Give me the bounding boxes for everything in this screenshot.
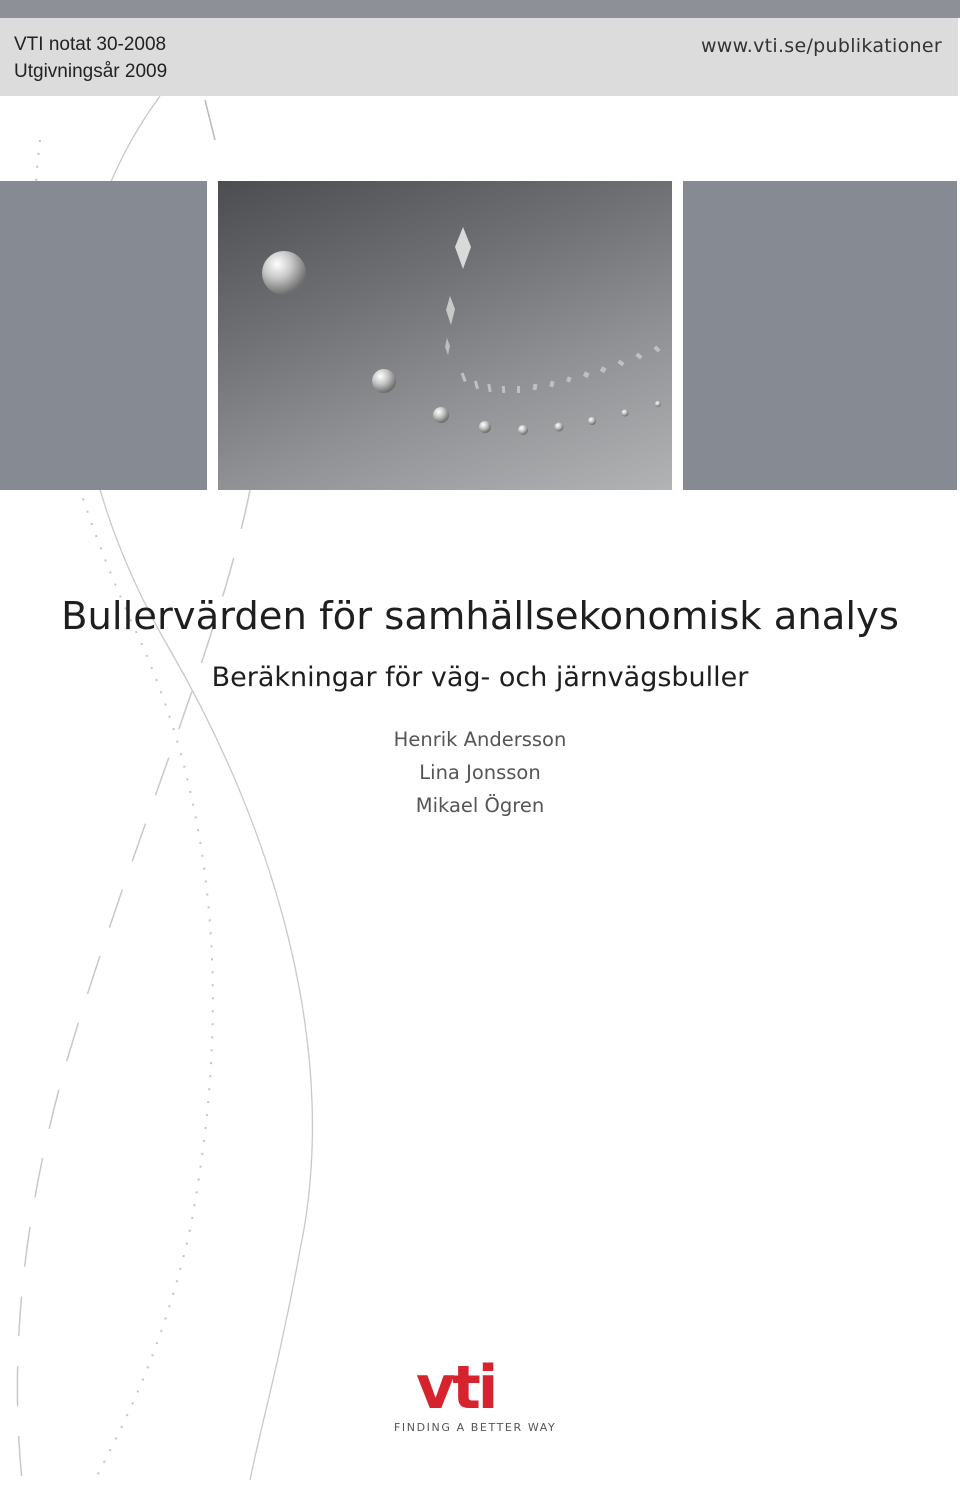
- author-name: Lina Jonsson: [419, 761, 541, 784]
- logo-tagline: FINDING A BETTER WAY: [394, 1421, 557, 1434]
- sphere: [555, 423, 564, 432]
- sphere: [622, 410, 629, 417]
- gray-panel-right: [683, 181, 957, 490]
- report-year: Utgivningsår 2009: [14, 61, 168, 82]
- diamond: [455, 227, 471, 269]
- sphere: [433, 407, 449, 423]
- gray-panel-left: [0, 181, 207, 490]
- sphere: [518, 425, 528, 435]
- dash-trail: [461, 345, 661, 393]
- sphere: [479, 421, 491, 433]
- diamond: [445, 338, 450, 355]
- sphere: [655, 401, 661, 407]
- author-name: Henrik Andersson: [393, 728, 567, 751]
- document-title: Bullervärden för samhällsekonomisk analys: [61, 594, 899, 639]
- sphere: [588, 417, 596, 425]
- sphere: [262, 251, 306, 295]
- cover-image: [218, 181, 672, 490]
- logo-wordmark: vti: [416, 1353, 496, 1412]
- document-subtitle: Beräkningar för väg- och järnvägsbuller: [211, 662, 749, 693]
- author-name: Mikael Ögren: [415, 794, 545, 817]
- header-url: www.vti.se/publikationer: [700, 35, 942, 57]
- report-id: VTI notat 30-2008: [14, 34, 167, 55]
- diamond: [446, 296, 455, 325]
- sphere: [372, 369, 396, 393]
- spheres-illustration: [218, 181, 672, 490]
- vti-logo: [416, 1352, 508, 1412]
